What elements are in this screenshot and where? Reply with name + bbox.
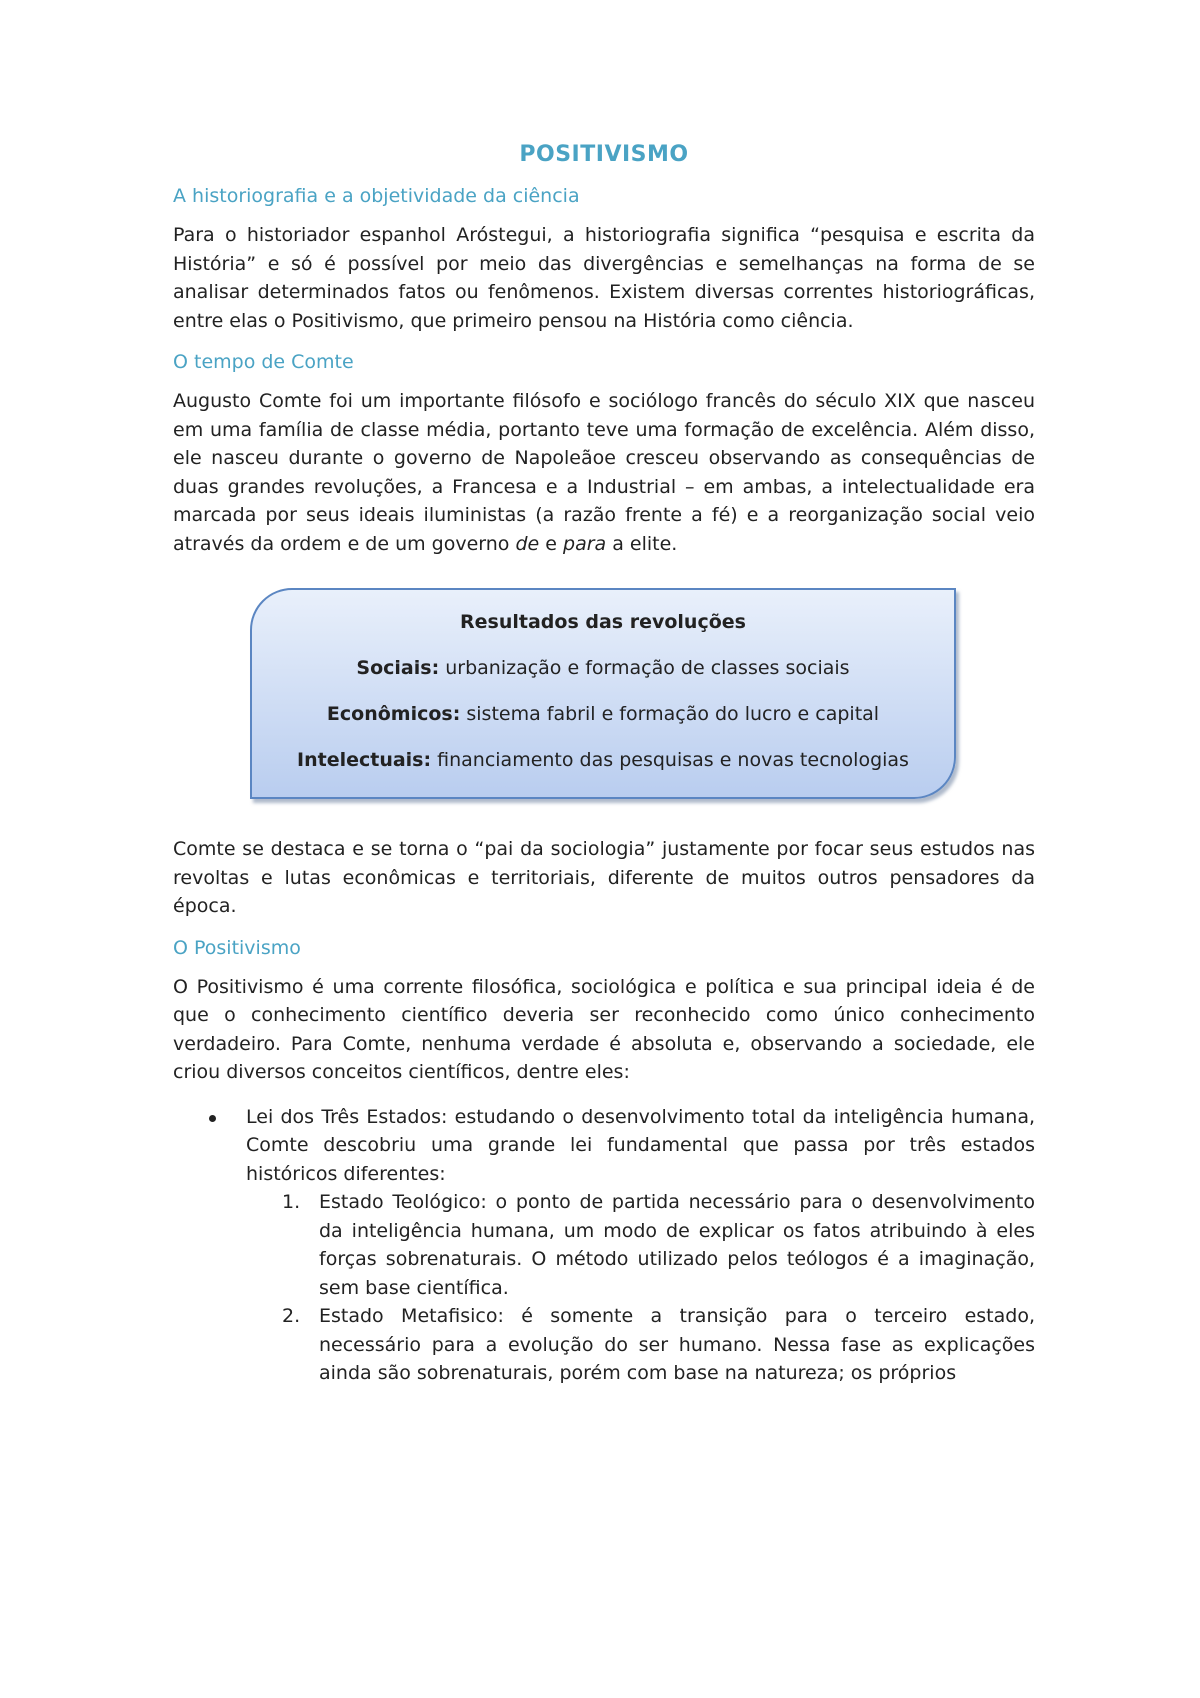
section-heading-historiografia: A historiografia e a objetividade da ciência: [173, 185, 580, 207]
paragraph-historiografia: Para o historiador espanhol Aróstegui, a historiografia significa “pesquisa e escrita da História” e só é possível por meio das divergências e semelhanças na forma de se analisar determinados fatos ou fenômenos. Existem diversas correntes historiográficas, entre elas o Positivismo, que primeiro pensou na História como ciência.: [173, 224, 1035, 332]
emphasis-para: para: [563, 532, 607, 555]
callout-row-intelectuais: [272, 746, 934, 775]
paragraph-positivismo: O Positivismo é uma corrente filosófica, sociológica e política e sua principal ideia é de que o conhecimento científico deveria ser reconhecido como único conhecimento verdadeiro. Para Comte, nenhuma verdade é absoluta e, observando a sociedade, ele criou diversos conceitos científicos, dentre eles:: [173, 975, 1035, 1083]
callout-title: Resultados das revoluções: [460, 611, 746, 633]
results-callout-box: [250, 588, 956, 799]
list-number: 1.: [282, 1191, 301, 1213]
emphasis-de: de: [515, 532, 540, 555]
list-number: 2.: [282, 1305, 301, 1327]
paragraph-pai-sociologia: Comte se destaca e se torna o “pai da sociologia” justamente por focar seus estudos nas revoltas e lutas econômicas e territoriais, diferente de muitos outros pensadores da época.: [173, 838, 1035, 917]
callout-row-economicos: [272, 700, 934, 729]
estados-numbered-list: [246, 1188, 1035, 1388]
list-item-lei-tres-estados: [173, 1103, 1035, 1388]
concepts-bullet-list: [173, 1103, 1035, 1388]
bullet-icon: [209, 1115, 216, 1122]
callout-text: sistema fabril e formação do lucro e capital: [460, 703, 880, 725]
callout-text: financiamento das pesquisas e novas tecnologias: [431, 749, 909, 771]
callout-label: Econômicos:: [326, 703, 461, 725]
list-item-estado-teologico: [246, 1188, 1035, 1302]
callout-label: Intelectuais:: [297, 749, 432, 771]
document-title: POSITIVISMO: [519, 142, 689, 167]
section-heading-positivismo: O Positivismo: [173, 936, 301, 959]
paragraph-text: Augusto Comte foi um importante filósofo e sociólogo francês do século XIX que nasceu em uma família de classe média, portanto teve uma formação de excelência. Além disso, ele nasceu durante o governo de Napoleãoe cresceu observando as consequências de duas grandes revoluções, a Francesa e a Industrial – em ambas, a intelectualidade era marcada por seus ideais iluministas (a razão frente a fé) e a reorganização social veio através da ordem e de um governo: [173, 390, 1035, 555]
callout-row-sociais: [272, 654, 934, 683]
list-item-text: Estado Teológico: o ponto de partida necessário para o desenvolvimento da inteligência humana, um modo de explicar os fatos atribuindo à eles forças sobrenaturais. O método utilizado pelos teólogos é a imaginação, sem base científica.: [319, 1191, 1035, 1299]
list-item-text: Estado Metafisico: é somente a transição para o terceiro estado, necessário para a evolução do ser humano. Nessa fase as explicações ainda são sobrenaturais, porém com base na natureza; os próprios: [319, 1305, 1035, 1384]
paragraph-text: e: [539, 532, 564, 555]
callout-label: Sociais:: [356, 657, 440, 679]
paragraph-text: a elite.: [606, 532, 678, 555]
paragraph-tempo-comte: [173, 387, 1035, 558]
document-body: [173, 142, 1035, 1388]
section-heading-tempo-comte: O tempo de Comte: [173, 351, 354, 373]
callout-text: urbanização e formação de classes sociais: [439, 657, 850, 679]
list-item-estado-metafisico: [246, 1302, 1035, 1388]
list-item-text: Lei dos Três Estados: estudando o desenvolvimento total da inteligência humana, Comte descobriu uma grande lei fundamental que passa por três estados históricos diferentes:: [246, 1105, 1035, 1185]
